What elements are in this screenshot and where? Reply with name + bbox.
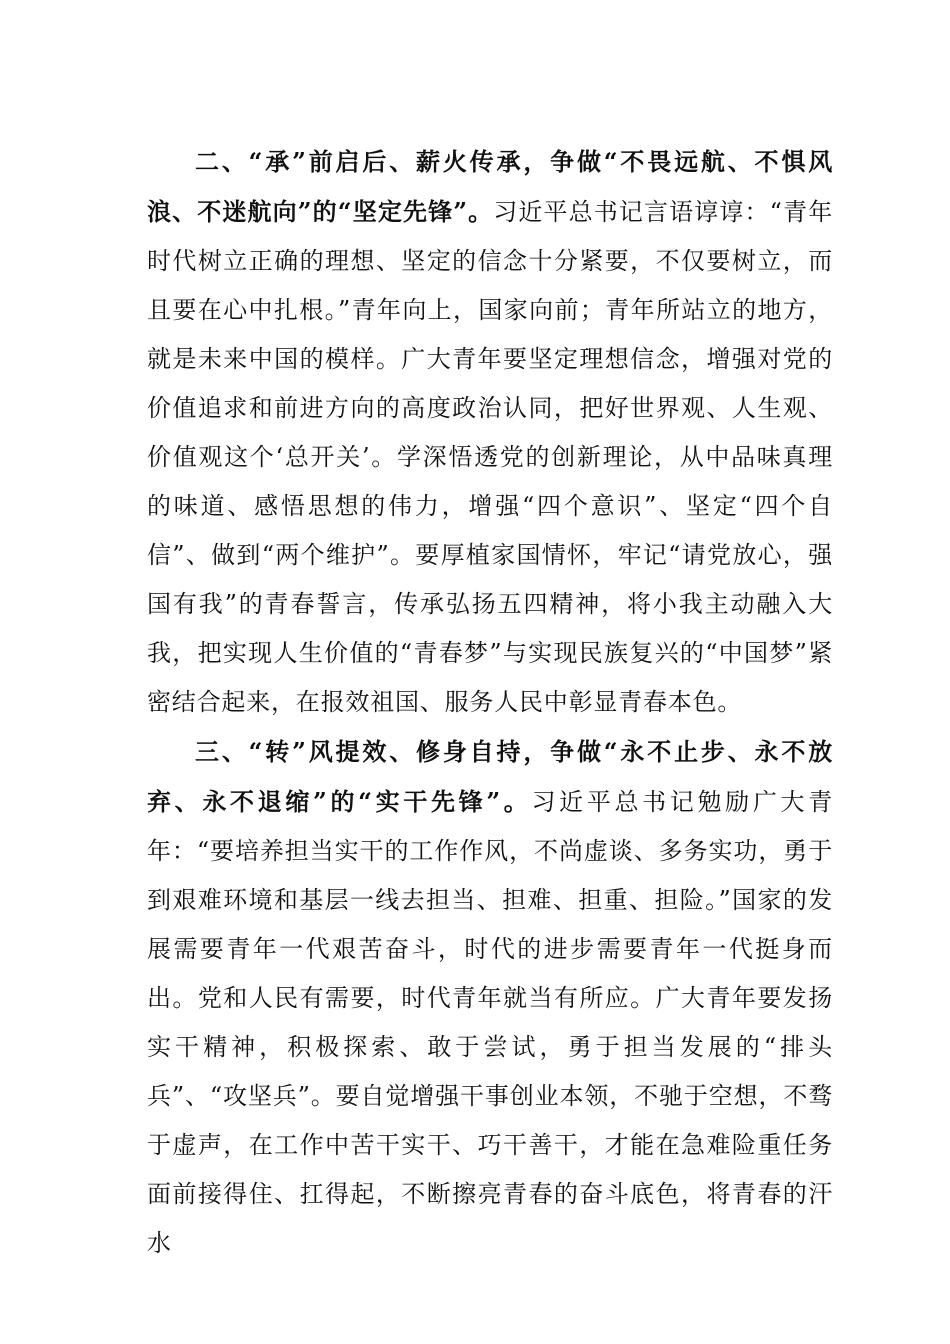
section-two-heading: 二、“承”前启后、薪火传承，争做“不畏远航、不惧风浪、不迷航向”的“坚定先锋”。 bbox=[147, 147, 833, 226]
section-three-body: 习近平总书记勉励广大青年：“要培养担当实干的工作作风，不尚虚谈、多务实功，勇于到艰难环境和基层一线去担当、担难、担重、担险。”国家的发展需要青年一代艰苦奋斗，时代的进步需要青年一代挺身而出。党和人民有需要，时代青年就当有所应。广大青年要发扬实干精神，积极探索、敢于尝试，勇于担当发展的“排头兵”、“攻坚兵”。要自觉增强干事创业本领，不驰于空想，不骛于虚声，在工作中苦干实干、巧干善干，才能在急难险重任务面前接得住、扛得起，不断擦亮青春的奋斗底色，将青春的汗水 bbox=[147, 788, 833, 1257]
paragraph-section-three bbox=[147, 727, 833, 1268]
document-body bbox=[147, 137, 833, 1268]
paragraph-section-two bbox=[147, 137, 833, 727]
section-three-heading: 三、“转”风提效、修身自持，争做“永不止步、永不放弃、永不退缩”的“实干先锋”。 bbox=[147, 737, 833, 816]
section-two-body: 习近平总书记言语谆谆：“青年时代树立正确的理想、坚定的信念十分紧要，不仅要树立，而且要在心中扎根。”青年向上，国家向前；青年所站立的地方，就是未来中国的模样。广大青年要坚定理想信念，增强对党的价值追求和前进方向的高度政治认同，把好世界观、人生观、价值观这个‘总开关’。学深悟透党的创新理论，从中品味真理的味道、感悟思想的伟力，增强“四个意识”、坚定“四个自信”、做到“两个维护”。要厚植家国情怀，牢记“请党放心，强国有我”的青春誓言，传承弘扬五四精神，将小我主动融入大我，把实现人生价值的“青春梦”与实现民族复兴的“中国梦”紧密结合起来，在报效祖国、服务人民中彰显青春本色。 bbox=[147, 198, 833, 716]
